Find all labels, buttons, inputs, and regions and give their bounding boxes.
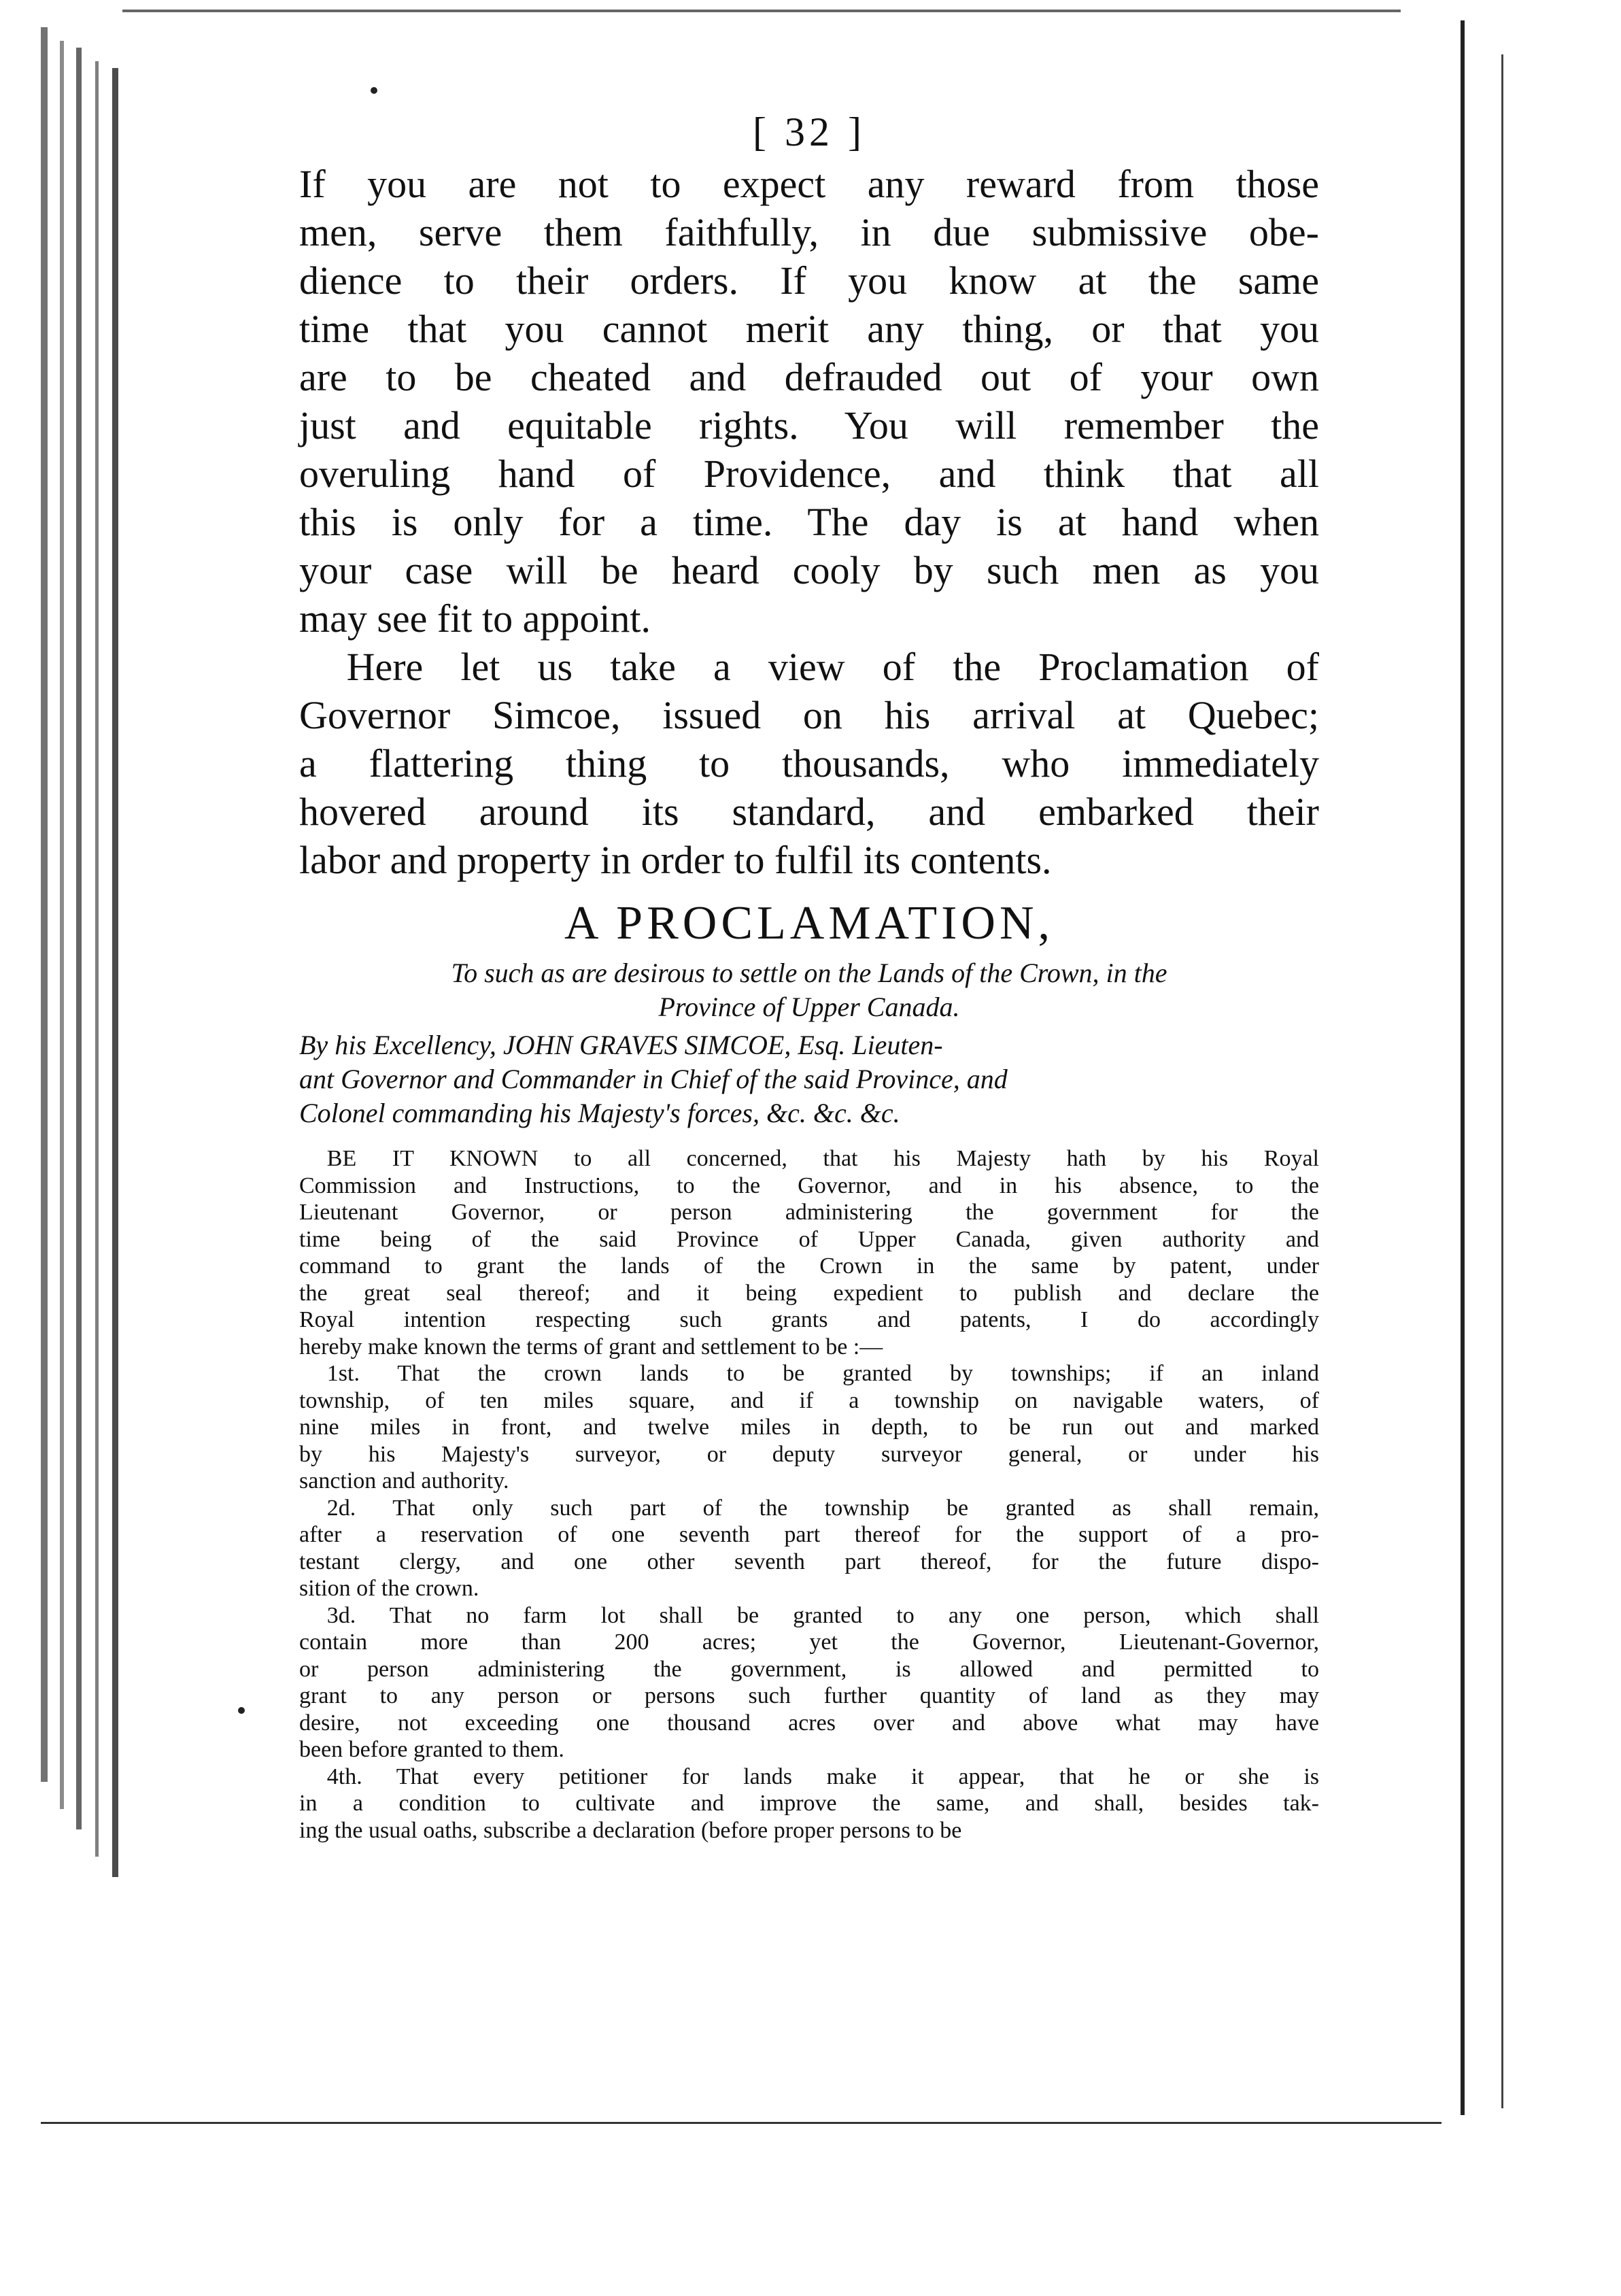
text-line: the great seal thereof; and it being expedient to publish and declare the bbox=[299, 1280, 1319, 1306]
text-line: 4th. That every petitioner for lands make it appear, that he or she is bbox=[326, 1763, 1319, 1789]
text-line: a flattering thing to thousands, who immediately bbox=[299, 741, 1319, 786]
text-line: nine miles in front, and twelve miles in depth, to be run out and marked bbox=[299, 1415, 1319, 1440]
text-line: Governor Simcoe, issued on his arrival at Quebec; bbox=[299, 693, 1319, 737]
text-line: overuling hand of Providence, and think that all bbox=[299, 452, 1319, 496]
text-line: Commission and Instructions, to the Governor, and in his absence, to the bbox=[299, 1172, 1319, 1198]
text-line: time that you cannot merit any thing, or that you bbox=[299, 307, 1319, 351]
text-line: BE IT KNOWN to all concerned, that his Majesty hath by his Royal bbox=[326, 1146, 1319, 1171]
text-line: are to be cheated and defrauded out of your own bbox=[299, 355, 1319, 399]
byline-line: Colonel commanding his Majesty's forces, &c. &c. &c. bbox=[299, 1098, 900, 1128]
page-edge-shadow bbox=[95, 61, 99, 1857]
page-edge-shadow bbox=[41, 27, 48, 1782]
text-line: this is only for a time. The day is at hand when bbox=[299, 500, 1319, 544]
page-edge-shadow bbox=[112, 68, 118, 1877]
article-1 bbox=[299, 1360, 1319, 1495]
text-line: your case will be heard cooly by such men as you bbox=[299, 548, 1319, 592]
text-line: been before granted to them. bbox=[299, 1737, 564, 1762]
text-line: 2d. That only such part of the township be granted as shall remain, bbox=[326, 1495, 1319, 1521]
ink-speck bbox=[371, 87, 377, 94]
text-line: Royal intention respecting such grants and patents, I do accordingly bbox=[299, 1307, 1319, 1332]
text-line: 1st. That the crown lands to be granted by townships; if an inland bbox=[326, 1361, 1319, 1386]
paragraph-1 bbox=[299, 160, 1319, 643]
text-line: after a reservation of one seventh part thereof for the support of a pro- bbox=[299, 1522, 1319, 1547]
byline-line: By his Excellency, JOHN GRAVES SIMCOE, Esq. Lieuten- bbox=[299, 1030, 943, 1060]
proclamation-byline bbox=[299, 1028, 1319, 1130]
text-line: by his Majesty's surveyor, or deputy surveyor general, or under his bbox=[299, 1441, 1319, 1467]
text-line: testant clergy, and one other seventh part thereof, for the future dispo- bbox=[299, 1549, 1319, 1574]
page-bottom-edge bbox=[41, 2122, 1441, 2124]
text-line: time being of the said Province of Upper Canada, given authority and bbox=[299, 1226, 1319, 1252]
byline-line: ant Governor and Commander in Chief of the said Province, and bbox=[299, 1064, 1008, 1094]
article-2 bbox=[299, 1495, 1319, 1602]
text-line: dience to their orders. If you know at the same bbox=[299, 258, 1319, 303]
text-line: ing the usual oaths, subscribe a declaration (before proper persons to be bbox=[299, 1817, 962, 1843]
text-line: If you are not to expect any reward from those bbox=[299, 162, 1319, 206]
subtitle-line: Province of Upper Canada. bbox=[658, 992, 960, 1022]
text-line: or person administering the government, is allowed and permitted to bbox=[299, 1656, 1319, 1682]
page-edge-shadow bbox=[60, 41, 64, 1809]
text-line: township, of ten miles square, and if a township on navigable waters, of bbox=[299, 1387, 1319, 1413]
text-line: command to grant the lands of the Crown in the same by patent, under bbox=[299, 1253, 1319, 1279]
text-line: Lieutenant Governor, or person administering the government for the bbox=[299, 1200, 1319, 1225]
text-line: sanction and authority. bbox=[299, 1468, 509, 1493]
text-line: may see fit to appoint. bbox=[299, 596, 651, 641]
page-top-edge bbox=[122, 10, 1401, 12]
text-line: desire, not exceeding one thousand acres over and above what may have bbox=[299, 1710, 1319, 1736]
article-4 bbox=[299, 1763, 1319, 1844]
proclamation-title: A PROCLAMATION, bbox=[564, 897, 1055, 949]
text-line: contain more than 200 acres; yet the Governor, Lieutenant-Governor, bbox=[299, 1630, 1319, 1655]
text-line: men, serve them faithfully, in due submissive obe- bbox=[299, 210, 1319, 254]
text-line: just and equitable rights. You will remember the bbox=[299, 403, 1319, 448]
document-page bbox=[299, 109, 1319, 1844]
page-right-edge bbox=[1461, 20, 1465, 2115]
proclamation-body bbox=[299, 1145, 1319, 1360]
paragraph-2 bbox=[299, 643, 1319, 884]
text-line: 3d. That no farm lot shall be granted to any one person, which shall bbox=[326, 1602, 1319, 1628]
subtitle-line: To such as are desirous to settle on the Lands of the Crown, in the bbox=[451, 958, 1167, 988]
text-line: labor and property in order to fulfil its contents. bbox=[299, 838, 1052, 882]
ink-speck bbox=[238, 1707, 245, 1714]
text-line: in a condition to cultivate and improve the same, and shall, besides tak- bbox=[299, 1791, 1319, 1816]
article-3 bbox=[299, 1602, 1319, 1763]
text-line: sition of the crown. bbox=[299, 1576, 479, 1601]
page-right-edge bbox=[1501, 54, 1503, 2108]
text-line: hovered around its standard, and embarked their bbox=[299, 790, 1319, 834]
proclamation-subtitle bbox=[299, 956, 1319, 1024]
text-line: grant to any person or persons such further quantity of land as they may bbox=[299, 1683, 1319, 1708]
page-number: [ 32 ] bbox=[753, 109, 866, 154]
text-line: hereby make known the terms of grant and settlement to be :— bbox=[299, 1334, 883, 1360]
page-edge-shadow bbox=[76, 48, 82, 1829]
text-line: Here let us take a view of the Proclamation of bbox=[346, 645, 1319, 689]
